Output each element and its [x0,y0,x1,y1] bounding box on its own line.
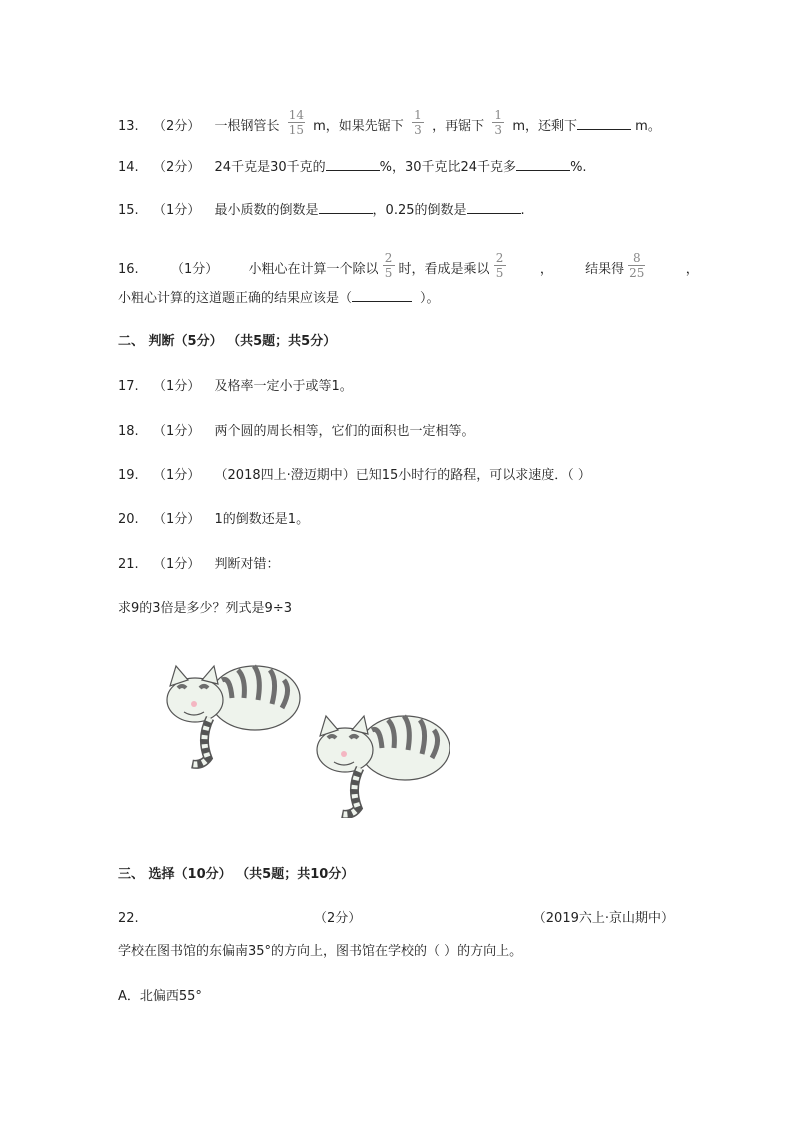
question-text: 最小质数的倒数是 [214,203,319,218]
answer-blank[interactable] [516,158,570,171]
question-text: 24千克是30千克的 [214,160,326,175]
question-13 [118,108,661,140]
score: （1分） [152,203,201,218]
score: （1分） [152,468,201,483]
question-text: 判断对错： [214,557,280,572]
question-text: . [520,203,525,218]
question-text: 小粗心在计算一个除以 [248,262,379,277]
question-number: 20. [118,512,139,527]
question-number: 17. [118,379,139,394]
question-text: 一根钢管长 [214,119,280,134]
question-21-line2: 求9的3倍是多少？列式是9÷3 [118,601,292,616]
fraction-2-5: $\frac{2}{5}$ [383,252,395,279]
fraction-1-3: $\frac{1}{3}$ [412,109,424,136]
question-14 [118,158,587,177]
question-text: ， [685,262,699,277]
question-text: %，30千克比24千克多 [379,160,517,175]
score: （2分） [152,119,201,134]
answer-blank[interactable] [467,201,521,214]
question-text: （2018四上·澄迈期中）已知15小时行的路程，可以求速度．（ ） [214,468,591,483]
question-text: 小粗心计算的这道题正确的结果应该是（ [118,291,353,306]
section-heading-judgement: 二、 判断（5分） （共5题；共5分） [118,334,337,349]
question-text: m，如果先锯下 [313,119,404,134]
question-22-line2: 学校在图书馆的东偏南35°的方向上，图书馆在学校的（ ）的方向上。 [118,944,523,959]
question-21 [118,556,280,574]
question-text: 1的倒数还是1。 [214,512,310,527]
question-number: 14. [118,160,139,175]
question-number: 19. [118,468,139,483]
question-source: （2019六上·京山期中） [532,911,674,926]
question-text: m，还剩下 [512,119,578,134]
sleeping-cats-illustration [150,658,450,818]
question-22 [118,910,674,928]
question-text: ，再锯下 [432,119,485,134]
fraction-2-5-b: $\frac{2}{5}$ [494,252,506,279]
question-text: ）。 [420,291,440,306]
question-number: 15. [118,203,139,218]
answer-blank[interactable] [326,158,380,171]
answer-blank[interactable] [577,117,631,130]
cat-illustration-2 [317,716,450,814]
question-number: 21. [118,557,139,572]
score: （1分） [152,557,201,572]
answer-blank[interactable] [352,289,412,302]
section-heading-choice: 三、 选择（10分） （共5题；共10分） [118,867,355,882]
question-number: 22. [118,911,139,926]
fraction-8-25: $\frac{8}{25}$ [629,251,645,280]
question-15 [118,201,525,220]
option-a[interactable]: A．北偏西55° [118,989,202,1004]
question-number: 13. [118,119,139,134]
cat-illustration-1 [167,666,300,764]
question-text: 两个圆的周长相等，它们的面积也一定相等。 [214,424,475,439]
answer-blank[interactable] [319,201,373,214]
question-16-line2 [118,289,440,308]
score: （1分） [152,512,201,527]
question-text: %. [570,160,587,175]
question-text: 结果得 [585,262,625,277]
score: （2分） [152,160,201,175]
question-text: ，0.25的倒数是 [372,203,467,218]
question-20 [118,511,309,529]
score: （2分） [314,911,362,926]
question-18 [118,423,475,441]
fraction-14-15: $\frac{14}{15}$ [288,108,304,137]
score: （1分） [170,262,219,277]
question-text: 及格率一定小于或等1。 [214,379,353,394]
question-text: 时，看成是乘以 [398,262,490,277]
score: （1分） [152,424,201,439]
question-text: m。 [635,119,661,134]
question-19 [118,467,591,485]
question-text: ， [539,262,553,277]
fraction-1-3-b: $\frac{1}{3}$ [492,109,504,136]
question-17 [118,378,353,396]
score: （1分） [152,379,201,394]
question-number: 18. [118,424,139,439]
question-16 [118,251,699,283]
question-number: 16. [118,262,139,277]
